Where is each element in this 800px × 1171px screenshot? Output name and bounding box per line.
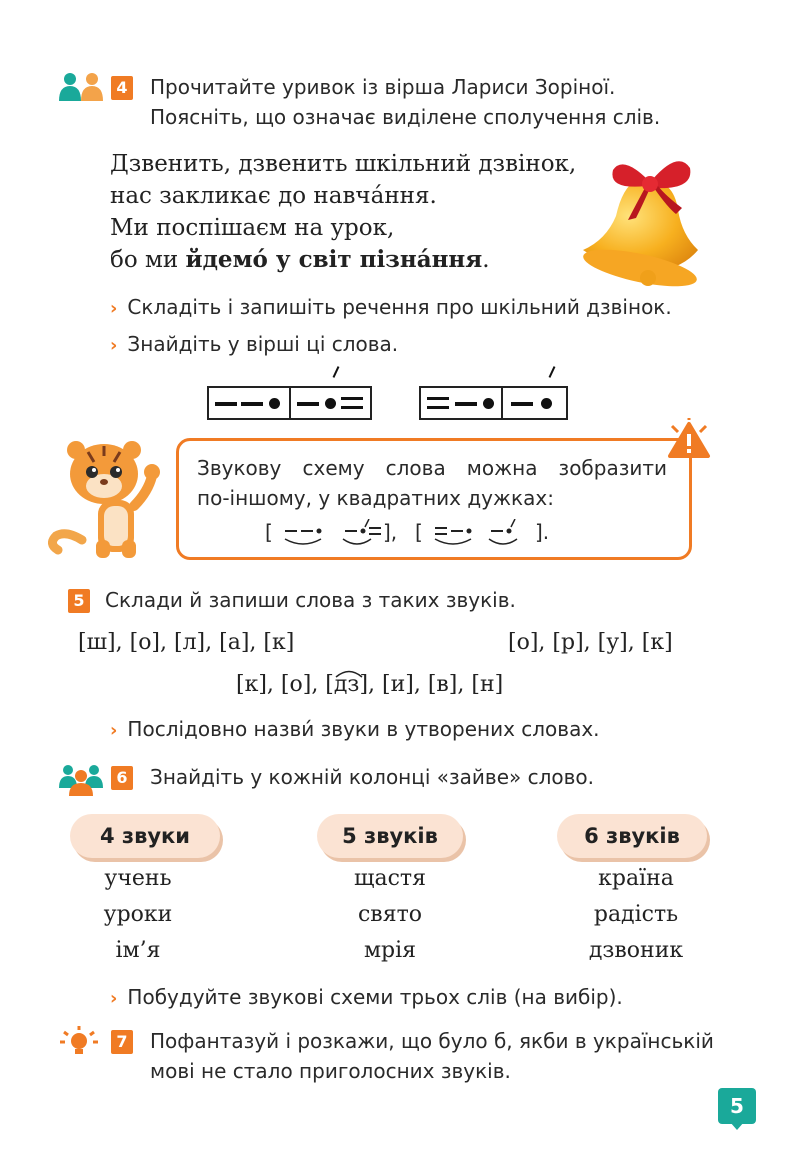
poem-line-4: [110, 244, 630, 276]
group-work-icon: [58, 762, 104, 796]
task-write-sentence: [110, 292, 672, 324]
exercise-5-number: 5: [68, 589, 90, 613]
word-col1-row2: уроки: [103, 902, 173, 927]
bracket-close-2: ].: [535, 520, 550, 544]
exercise-7-line2: мові не стало приголосних звуків.: [150, 1059, 511, 1083]
poem-line-3: Ми поспішаєм на урок,: [110, 215, 395, 241]
tiger-mascot: [48, 432, 168, 562]
affricate-dz-text: дз: [333, 672, 360, 697]
bell-icon: [578, 150, 718, 290]
exercise-7-line1: Пофантазуй і розкажи, що було б, якби в українській: [150, 1029, 714, 1053]
word-col1-row1: учень: [104, 866, 172, 891]
tip-line-1: Звукову схему слова можна зобразити: [197, 456, 667, 480]
highlighted-phrase: йдемо́ у світ пізна́ння: [185, 246, 483, 273]
warning-icon: [666, 418, 712, 460]
column-header-5-sounds: 5 звуків: [317, 814, 463, 858]
bracket-open-1: [: [265, 520, 273, 544]
affricate-dz: [334, 672, 360, 697]
page-number: 5: [718, 1088, 756, 1124]
task-build-schemes-text: Побудуйте звукові схеми трьох слів (на вибір).: [127, 985, 623, 1009]
tip-line-2: по-іншому, у квадратних дужках:: [197, 486, 554, 510]
bullet-arrow-icon: ›: [110, 720, 118, 741]
task-find-words-text: Знайдіть у вірші ці слова.: [127, 332, 399, 356]
word-col2-row1: щастя: [354, 866, 426, 891]
scheme-1-syllable-1: [209, 388, 291, 418]
task-find-words: [110, 329, 398, 361]
exercise-6-title: Знайдіть у кожній колонці «зайве» слово.: [150, 765, 594, 789]
exercise-6-number: 6: [111, 766, 133, 790]
poem-line-4-prefix: бо ми: [110, 247, 186, 273]
word-col3-row3: дзвоник: [588, 938, 684, 963]
bracket-close-1: ],: [383, 520, 398, 544]
poem-line-4-suffix: .: [482, 247, 490, 273]
sound-set-1: [ш], [о], [л], [а], [к]: [78, 630, 295, 655]
sound-scheme-2: [419, 386, 568, 420]
sound-scheme-1: [207, 386, 372, 420]
lightbulb-icon: [60, 1026, 98, 1060]
scheme-2-syllable-2: [503, 388, 566, 418]
task-build-schemes: [110, 982, 623, 1014]
sound-set-3-suffix: ], [и], [в], [н]: [359, 672, 504, 697]
sound-set-2: [о], [р], [у], [к]: [508, 630, 673, 655]
sound-set-3: [236, 672, 503, 697]
word-col1-row3: ім’я: [115, 938, 161, 963]
exercise-4-line1: Прочитайте уривок із вірша Лариси Зоріної.: [150, 75, 616, 99]
tip-bubble: [176, 438, 692, 560]
word-col3-row1: країна: [598, 866, 674, 891]
column-header-4-sounds: 4 звуки: [70, 814, 220, 858]
bullet-arrow-icon: ›: [110, 298, 118, 319]
bullet-arrow-icon: ›: [110, 988, 118, 1009]
bracket-schemes: [265, 517, 585, 551]
scheme-2-syllable-1: [421, 388, 503, 418]
scheme-1-syllable-2: [291, 388, 370, 418]
page-number-tab-icon: [730, 1122, 744, 1130]
sound-set-3-prefix: [к], [о], [: [236, 672, 334, 697]
task-name-sounds: [110, 714, 600, 746]
poem-line-2: нас закликає до навча́ння.: [110, 183, 437, 209]
task-name-sounds-text: Послідовно назви́ звуки в утворених словах.: [127, 717, 600, 741]
task-write-sentence-text: Складіть і запишіть речення про шкільний дзвінок.: [127, 295, 672, 319]
ligature-arc-icon: [334, 668, 364, 678]
exercise-5-title: Склади й запиши слова з таких звуків.: [105, 588, 516, 612]
poem-line-1: Дзвенить, дзвенить шкільний дзвінок,: [110, 151, 577, 177]
bracket-scheme-2: [431, 519, 531, 549]
pair-work-icon: [58, 72, 104, 102]
word-col3-row2: радість: [593, 902, 679, 927]
poem: [110, 148, 630, 276]
bullet-arrow-icon: ›: [110, 335, 118, 356]
exercise-4-line2: Поясніть, що означає виділене сполучення слів.: [150, 105, 661, 129]
word-col2-row3: мрія: [363, 938, 417, 963]
word-col2-row2: свято: [357, 902, 422, 927]
exercise-7-number: 7: [111, 1030, 133, 1054]
exercise-4-number: 4: [111, 76, 133, 100]
column-header-6-sounds: 6 звуків: [557, 814, 707, 858]
bracket-open-2: [: [415, 520, 423, 544]
